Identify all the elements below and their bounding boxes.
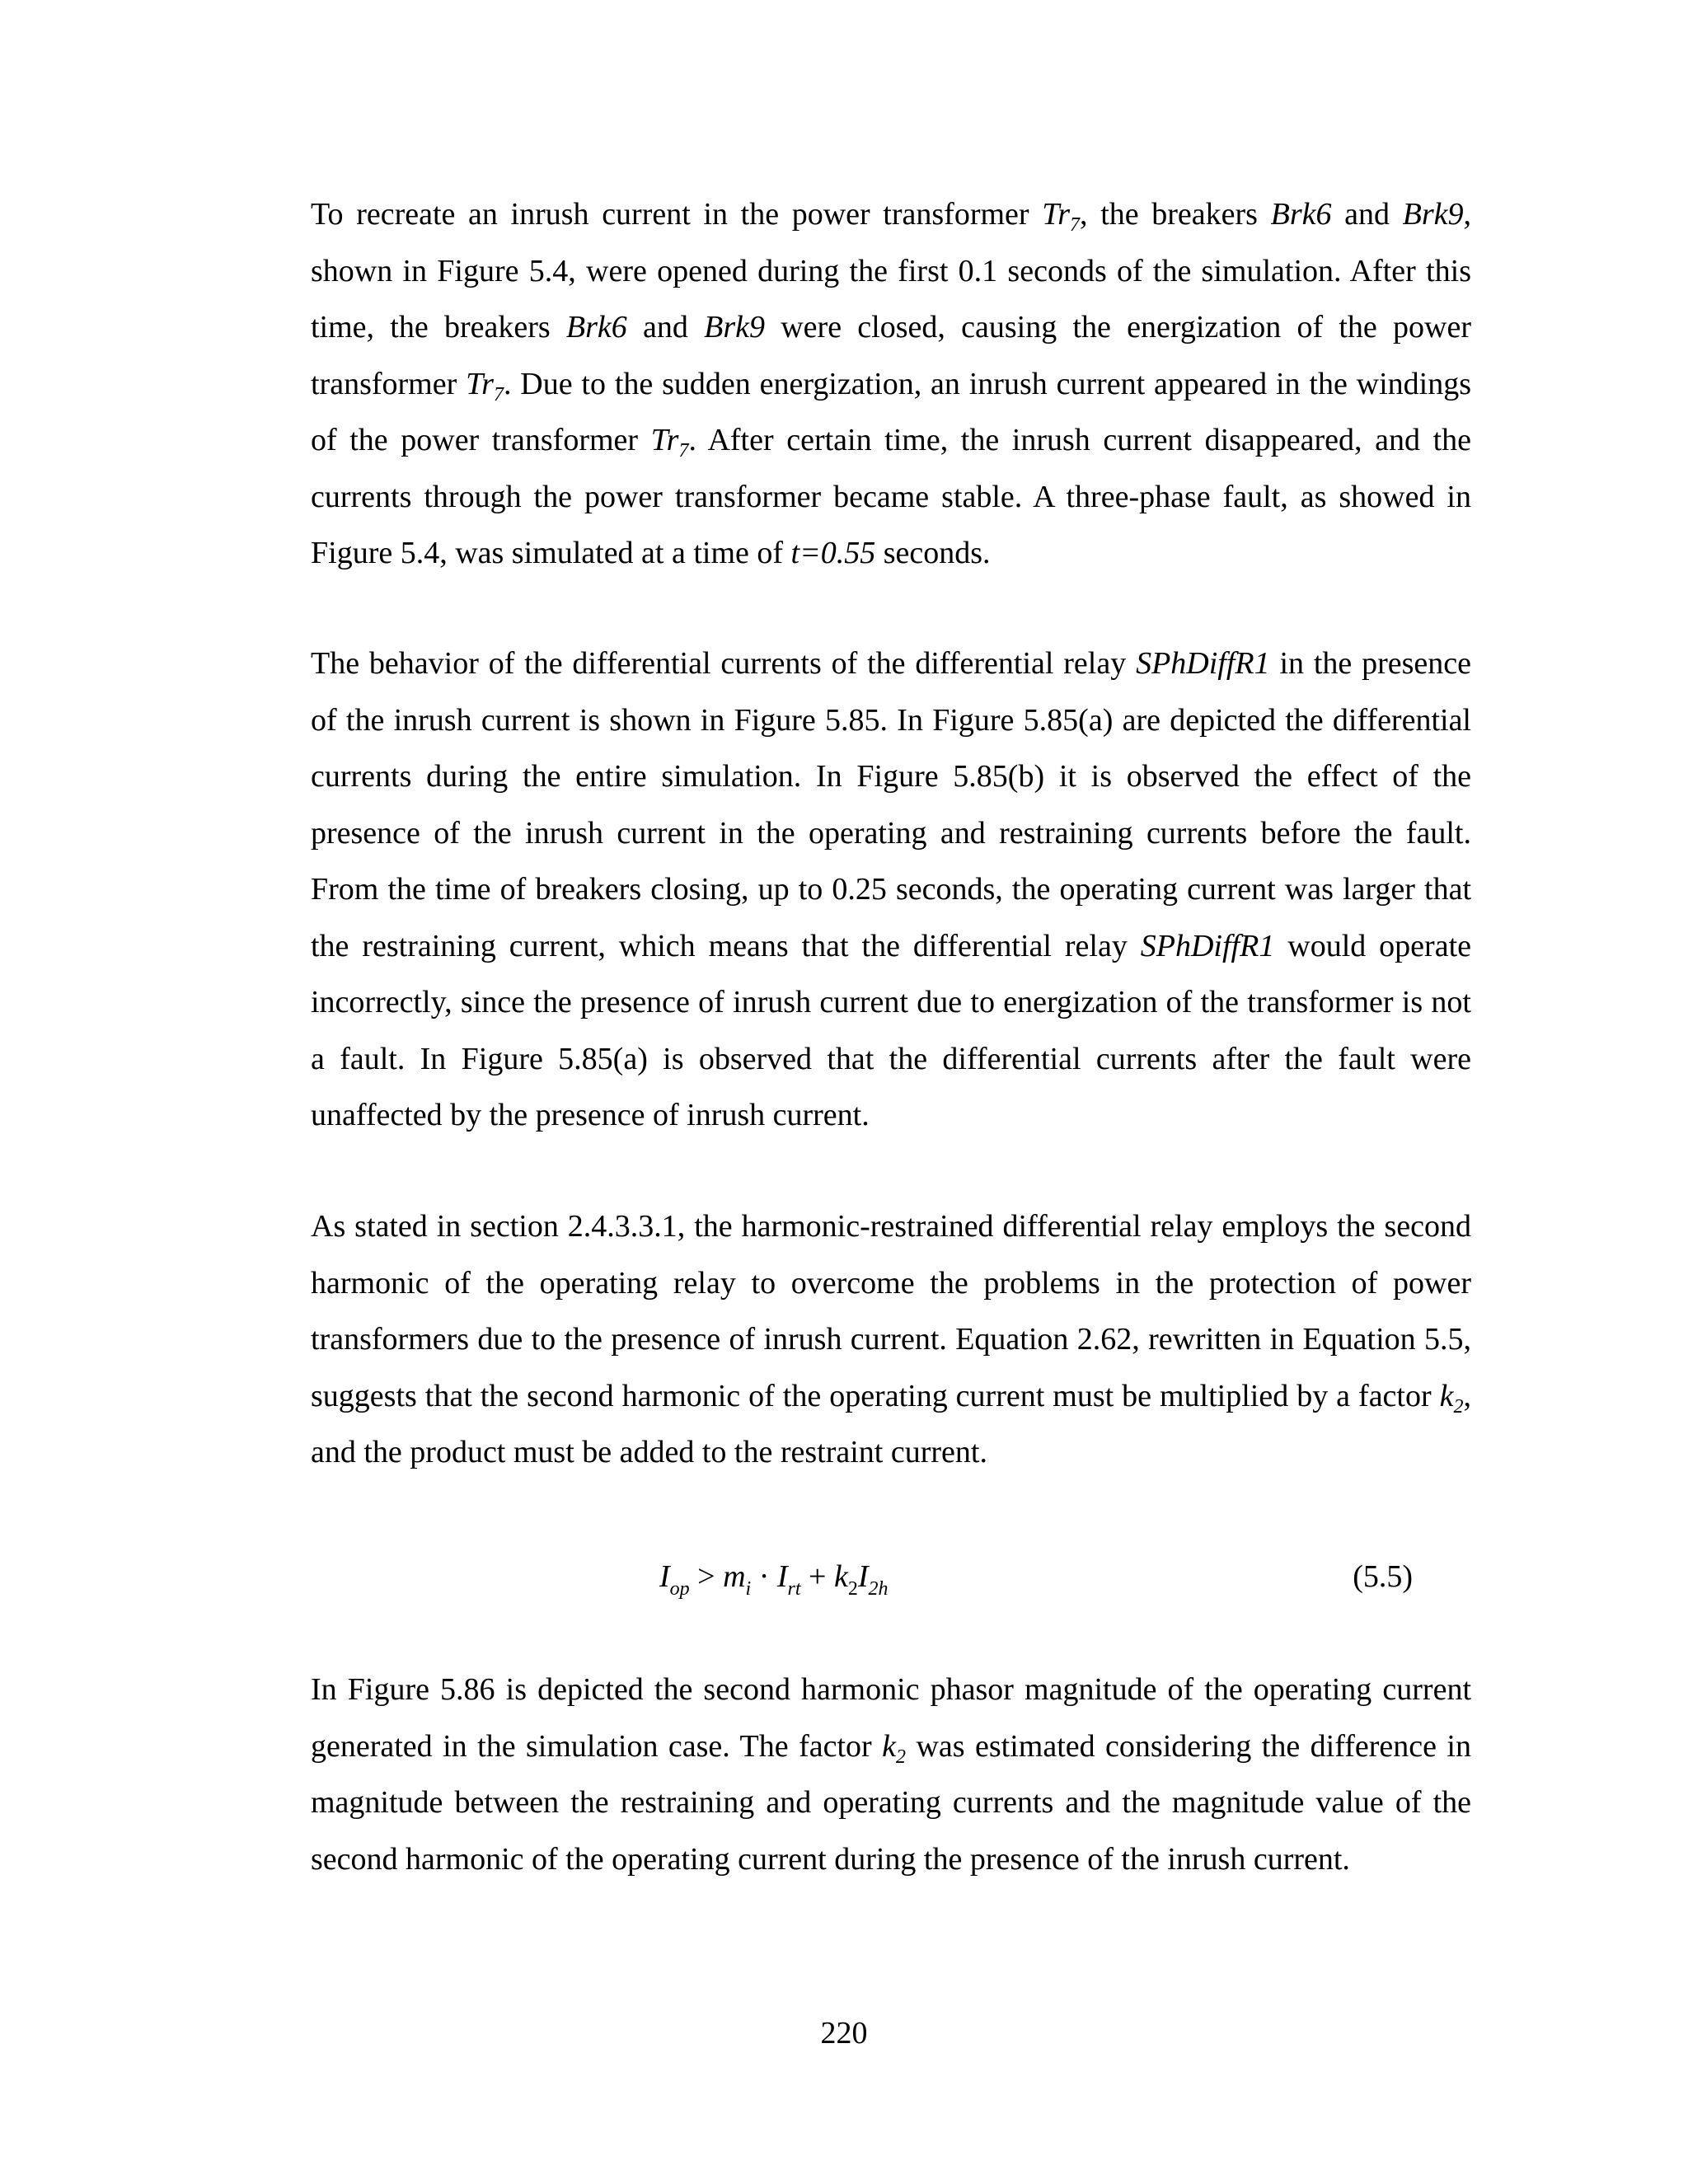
text-run: Tr xyxy=(650,423,679,457)
text-run: 7 xyxy=(1070,214,1081,236)
text-run: and xyxy=(626,310,705,344)
text-run: . After certain time, the inrush current disappeared, and the currents through the power transformer became stable. A three-phase fault, as showed in Figure 5.4, was simulated at a time of xyxy=(311,423,1471,570)
text-run: . Due to the sudden energization, an inrush current appeared in the windings of the power transformer xyxy=(311,366,1471,457)
eq-plus: + xyxy=(800,1559,834,1594)
eq-dot-operator: · xyxy=(751,1559,777,1594)
eq-subscript-rt: rt xyxy=(787,1578,801,1600)
text-run: The behavior of the differential currents of the differential relay xyxy=(311,646,1137,681)
text-run: were closed, causing the energization of the power transformer xyxy=(311,310,1471,401)
equation-expression xyxy=(659,1548,889,1605)
eq-subscript-2h: 2h xyxy=(868,1578,889,1600)
text-run: 7 xyxy=(493,383,504,405)
eq-symbol-k: k xyxy=(833,1559,848,1594)
text-run: seconds. xyxy=(875,536,991,570)
text-run: 7 xyxy=(678,440,689,462)
text-run: 2 xyxy=(896,1746,906,1768)
text-run: in the presence of the inrush current is shown in Figure 5.85. In Figure 5.85(a) are depicted the differential currents during the entire simulation. In Figure 5.85(b) it is observed the effect of the presence of the inrush current in the operating and restraining currents before the fault. From the time of breakers closing, up to 0.25 seconds, the operating current was larger that the restraining current, which means that the differential relay xyxy=(311,646,1471,963)
paragraph-harmonic-restraint xyxy=(311,1198,1471,1481)
eq-subscript-2: 2 xyxy=(847,1578,858,1600)
text-run: t=0.55 xyxy=(790,536,876,570)
eq-symbol-m: m xyxy=(723,1559,746,1594)
text-run: 2 xyxy=(1453,1395,1464,1418)
text-run: To recreate an inrush current in the power transformer xyxy=(311,197,1043,232)
text-run: , shown in Figure 5.4, were opened during the first 0.1 seconds of the simulation. After this time, the breakers xyxy=(311,197,1472,344)
text-run: As stated in section 2.4.3.3.1, the harmonic-restrained differential relay employs the second harmonic of the operating relay to overcome the problems in the protection of power transformers due to the presence of inrush current. Equation 2.62, rewritten in Equation 5.5, suggests that the second harmonic of the operating current must be multiplied by a factor xyxy=(311,1209,1471,1413)
text-run: Brk9 xyxy=(704,310,765,344)
equation-5-5 xyxy=(311,1548,1471,1605)
text-run: Brk6 xyxy=(1270,197,1332,232)
paragraph-differential-behavior xyxy=(311,635,1471,1144)
text-run: Tr xyxy=(1042,197,1071,232)
text-run: In Figure 5.86 is depicted the second harmonic phasor magnitude of the operating current generated in the simulation case. The factor xyxy=(311,1672,1471,1764)
text-run: and xyxy=(1331,197,1403,232)
eq-symbol-I-2h: I xyxy=(857,1559,869,1594)
text-run: , the breakers xyxy=(1080,197,1271,232)
equation-number: (5.5) xyxy=(1353,1559,1413,1594)
text-run: SPhDiffR1 xyxy=(1140,928,1275,963)
page-number: 220 xyxy=(820,2016,868,2050)
eq-symbol-I-rt: I xyxy=(776,1559,788,1594)
text-run: would operate incorrectly, since the presence of inrush current due to energization of the transformer is not a fault. In Figure 5.85(a) is observed that the differential currents after the fault were unaffected by the presence of inrush current. xyxy=(311,928,1471,1132)
text-run: Brk6 xyxy=(565,310,627,344)
text-run: Tr xyxy=(466,366,494,401)
eq-symbol-I-op: I xyxy=(659,1559,670,1594)
eq-greater-than: > xyxy=(689,1559,724,1594)
paragraph-inrush-setup xyxy=(311,186,1471,582)
eq-subscript-i: i xyxy=(745,1578,752,1600)
text-run: Brk9 xyxy=(1402,197,1464,232)
text-run: was estimated considering the difference in magnitude between the restraining and operating currents and the magnitude value of the second harmonic of the operating current during the presence of the inrush current. xyxy=(311,1728,1471,1877)
text-run: k xyxy=(882,1728,896,1764)
eq-subscript-op: op xyxy=(669,1578,690,1600)
text-run: SPhDiffR1 xyxy=(1136,646,1270,681)
text-run: k xyxy=(1439,1378,1454,1413)
text-run: , and the product must be added to the restraint current. xyxy=(311,1378,1471,1469)
paragraph-second-harmonic xyxy=(311,1661,1471,1887)
